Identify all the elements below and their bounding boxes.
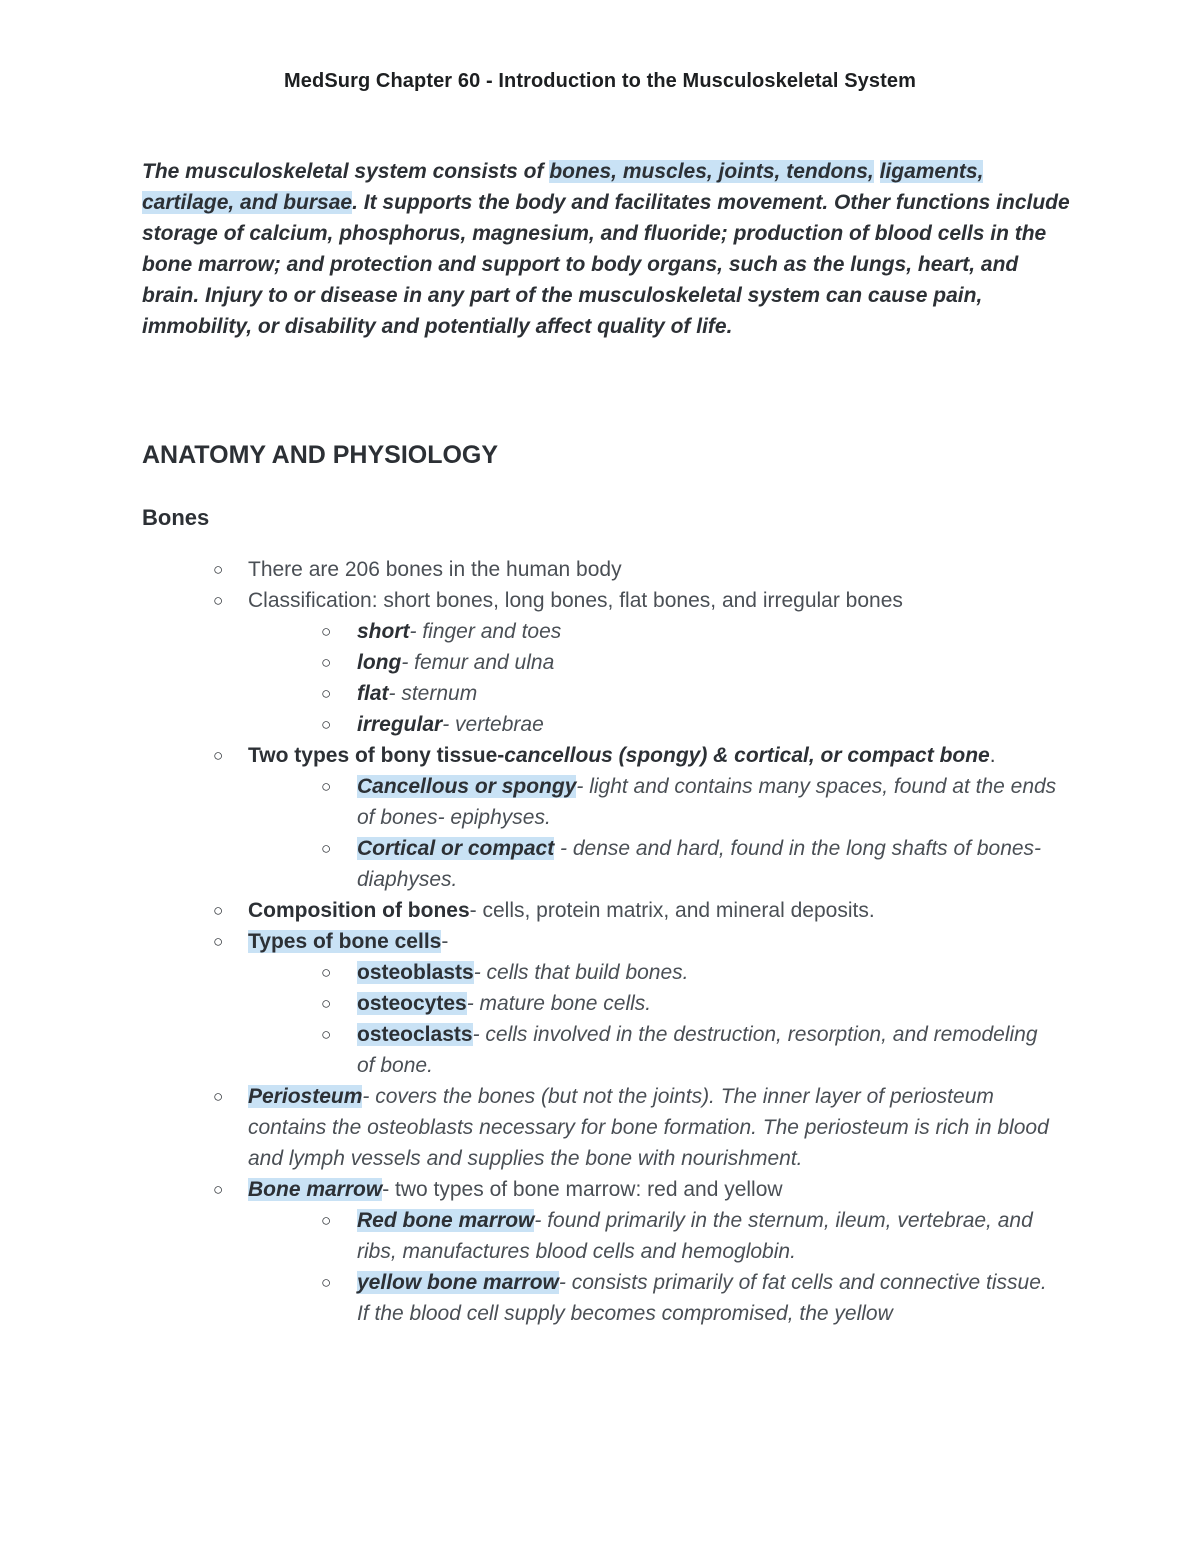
bullet-marker: ○ <box>321 715 332 734</box>
bullet-marker: ○ <box>321 1273 332 1292</box>
term-cortical: Cortical or compact <box>357 837 555 860</box>
desc-osteocytes: - mature bone cells. <box>466 992 652 1015</box>
term-bone-cells: Types of bone cells <box>248 930 442 953</box>
list-item <box>0 616 1060 647</box>
list-item <box>0 771 1060 833</box>
subsection-heading: Bones <box>142 505 210 530</box>
intro-paragraph <box>142 156 1072 342</box>
list-item <box>0 895 1060 926</box>
intro-text-lead: The musculoskeletal system consists of <box>142 160 550 183</box>
bullet-marker: ○ <box>213 932 224 951</box>
desc-osteoblasts: - cells that build bones. <box>473 961 689 984</box>
bullet-marker: ○ <box>321 684 332 703</box>
classification-text: Classification: short bones, long bones, flat bones, and irregular bones <box>248 589 903 612</box>
intro-highlight-2: ligaments, cartilage, and bursae <box>142 160 984 214</box>
bullet-marker: ○ <box>321 839 332 858</box>
bullet-marker: ○ <box>213 560 224 579</box>
term-composition: Composition of bones <box>248 899 470 922</box>
bullet-marker: ○ <box>321 963 332 982</box>
document-title: MedSurg Chapter 60 - Introduction to the Musculoskeletal System <box>284 70 916 92</box>
desc-bone-marrow: - two types of bone marrow: red and yellow <box>382 1178 783 1201</box>
list-item <box>0 585 1060 616</box>
intro-highlight-1: bones, muscles, joints, tendons, <box>549 160 874 183</box>
term-long: long <box>357 651 402 674</box>
list-item <box>0 957 1060 988</box>
list-item <box>0 709 1060 740</box>
list-item <box>0 1019 1060 1081</box>
tissue-types: cancellous (spongy) & cortical, or compact bone <box>504 744 990 767</box>
term-osteoblasts: osteoblasts <box>357 961 474 984</box>
tissue-lead: Two types of bony tissue- <box>248 744 505 767</box>
desc-irregular: - vertebrae <box>442 713 544 736</box>
tissue-end: . <box>989 744 996 767</box>
term-short: short <box>357 620 410 643</box>
desc-osteoclasts: - cells involved in the destruction, resorption, and remodeling of bone. <box>357 1023 1038 1077</box>
desc-flat: - sternum <box>388 682 478 705</box>
bullet-marker: ○ <box>321 1025 332 1044</box>
list-item <box>0 554 1060 585</box>
desc-periosteum: - covers the bones (but not the joints). The inner layer of periosteum contains the osteoblasts necessary for bone formation. The periosteum is rich in blood and lymph vessels and supplies the bone with nourishment. <box>248 1085 1049 1170</box>
bullet-marker: ○ <box>321 622 332 641</box>
list-item <box>0 647 1060 678</box>
list-item <box>0 988 1060 1019</box>
desc-red-marrow: - found primarily in the sternum, ileum, vertebrae, and ribs, manufactures blood cells and hemoglobin. <box>357 1209 1033 1263</box>
list-item <box>0 1205 1060 1267</box>
desc-cancellous: - light and contains many spaces, found at the ends of bones- epiphyses. <box>357 775 1057 829</box>
list-item <box>0 926 1060 957</box>
term-periosteum: Periosteum <box>248 1085 363 1108</box>
list-item <box>0 833 1060 895</box>
bullet-marker: ○ <box>213 591 224 610</box>
desc-short: - finger and toes <box>409 620 562 643</box>
desc-cortical: - dense and hard, found in the long shafts of bones- diaphyses. <box>357 837 1042 891</box>
bullet-marker: ○ <box>213 1180 224 1199</box>
desc-yellow-marrow: - consists primarily of fat cells and connective tissue. If the blood cell supply becomes compromised, the yellow <box>357 1271 1047 1325</box>
term-osteocytes: osteocytes <box>357 992 467 1015</box>
list-item <box>0 1174 1060 1205</box>
bullet-marker: ○ <box>213 901 224 920</box>
desc-long: - femur and ulna <box>401 651 555 674</box>
term-flat: flat <box>357 682 389 705</box>
section-heading: ANATOMY AND PHYSIOLOGY <box>142 441 499 469</box>
term-red-marrow: Red bone marrow <box>357 1209 535 1232</box>
bullet-marker: ○ <box>321 994 332 1013</box>
term-osteoclasts: osteoclasts <box>357 1023 473 1046</box>
term-bone-marrow: Bone marrow <box>248 1178 383 1201</box>
desc-composition: - cells, protein matrix, and mineral deposits. <box>469 899 875 922</box>
bullet-marker: ○ <box>321 653 332 672</box>
bullet-marker: ○ <box>213 746 224 765</box>
list-item <box>0 740 1060 771</box>
intro-text-rest: . It supports the body and facilitates movement. Other functions include storage of calcium, phosphorus, magnesium, and fluoride; production of blood cells in the bone marrow; and protection and support to body organs, such as the lungs, heart, and brain. Injury to or disease in any part of the musculoskeletal system can cause pain, immobility, or disability and potentially affect quality of life. <box>142 191 1070 338</box>
bullet-marker: ○ <box>321 1211 332 1230</box>
list-item <box>0 1081 1060 1174</box>
bone-cells-dash: - <box>441 930 449 953</box>
term-cancellous: Cancellous or spongy <box>357 775 577 798</box>
list-item <box>0 678 1060 709</box>
bones-bullet-list <box>0 554 1200 1329</box>
bullet-marker: ○ <box>213 1087 224 1106</box>
bullet-marker: ○ <box>321 777 332 796</box>
list-item <box>0 1267 1060 1329</box>
term-yellow-marrow: yellow bone marrow <box>357 1271 559 1294</box>
term-irregular: irregular <box>357 713 443 736</box>
bones-count-text: There are 206 bones in the human body <box>248 558 622 581</box>
